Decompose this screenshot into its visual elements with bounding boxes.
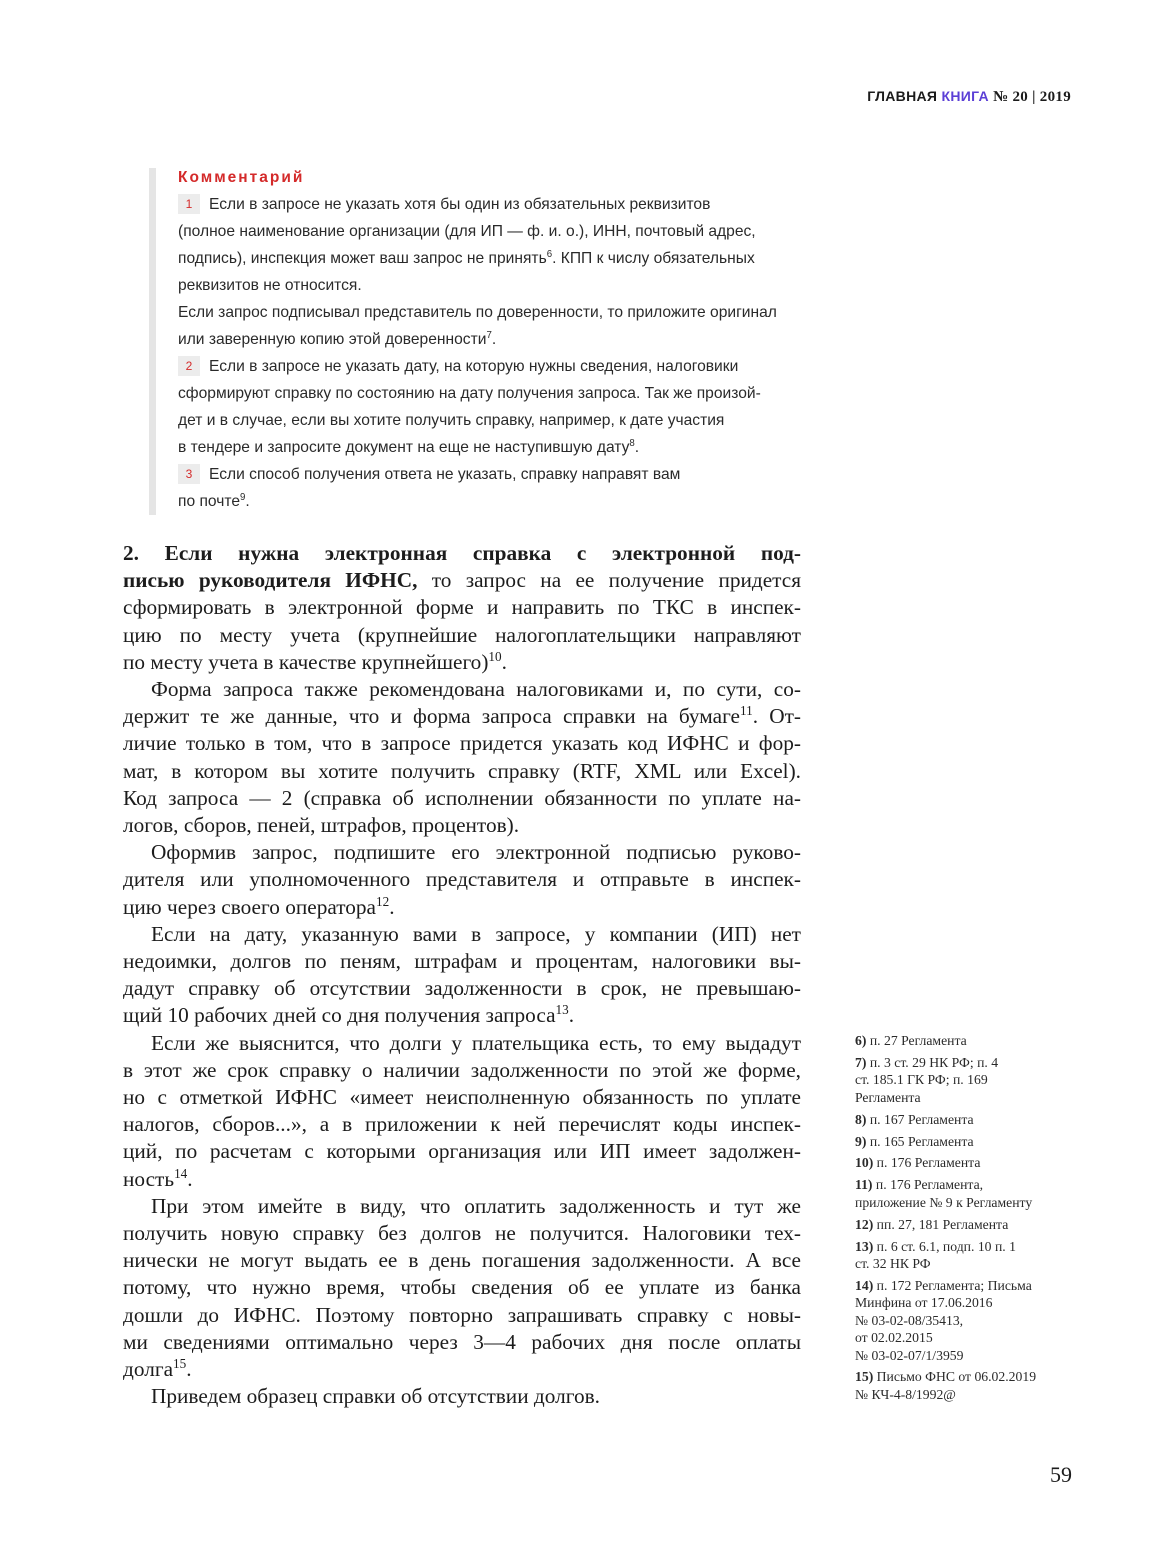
comment-item-number: 1	[178, 194, 200, 214]
footnote: 9) п. 165 Регламента	[855, 1133, 974, 1149]
paragraph-2: Форма запроса также рекомендована налоговиками и, по сути, со-	[151, 677, 801, 702]
footnote-ref: 15	[173, 1356, 187, 1371]
comment-line: 2 Если в запросе не указать дату, на которую нужны сведения, налоговики	[178, 353, 838, 380]
paragraph-7: Приведем образец справки об отсутствии долгов.	[151, 1384, 600, 1409]
paragraph-5: Если же выяснится, что долги у плательщика есть, то ему выдадут	[151, 1030, 801, 1055]
brand-glavnaya: ГЛАВНАЯ	[867, 88, 938, 104]
brand-kniga: КНИГА	[941, 88, 989, 104]
comment-item-number: 3	[178, 464, 200, 484]
running-header	[867, 88, 1071, 106]
comment-line: реквизитов не относится.	[178, 277, 362, 294]
footnote-ref: 10	[488, 648, 502, 664]
issue-info: № 20 | 2019	[993, 89, 1071, 105]
paragraph-3: Оформив запрос, подпишите его электронной подписью руково-	[151, 840, 801, 865]
comment-item-number: 2	[178, 356, 200, 376]
footnote-ref: 14	[174, 1165, 188, 1181]
footnotes-column	[855, 1032, 1077, 1408]
footnote-ref: 12	[376, 893, 390, 909]
footnote-ref: 6	[546, 248, 553, 260]
section-heading: 2. Если нужна электронная справка с электронной под-	[123, 541, 801, 565]
article-body: 2. Если нужна электронная справка с электронной под- писью руководителя ИФНС, то запрос на ее получение придется сформировать в электронной форме и направить по ТКС в инспек- цию по месту учета (крупнейшие налогоплательщики направляют по месту учета в качестве крупнейшего)$^{10}$. Форма запроса также рекомендована налоговиками и, по сути, со- держит те же данные, что и форма запроса справки на бумаге$^{11}$. От- личие только в том, что в запросе придется указать код ИФНС и фор- мат, в котором вы хотите получить справку (RTF, XML или Excel). Код запроса — 2 (справка об исполнении обязанности по уплате на- логов, сборов, пеней, штрафов, процентов). Оформив запрос, подпишите его электронной подписью руково- дителя или уполномоченного представителя и отправьте в инспек- цию через своего оператора$^{12}$. Если на дату, указанную вами в запросе, у компании (ИП) нет недоимки, долгов по пеням, штрафам и процентам, налоговики вы- дадут справку об отсутствии задолженности в срок, не превышаю- щий 10 рабочих дней со дня получения запроса$^{13}$. Если же выяснится, что долги у плательщика есть, то ему выдадут в этот же срок справку о наличии задолженности по этой же форме, но с отметкой ИФНС «имеет неисполненную обязанность по уплате налогов, сборов...», а в приложении к ней перечислят коды инспек- ций, по расчетам с которыми организация или ИП имеет задолжен- ность$^{14}$. При этом имейте в виду, что оплатить задолженность и тут же получить новую справку без долгов не получится. Налоговики тех- нически не могут выдать ее в день погашения задолженности. А все потому, что нужно время, чтобы сведения об ее уплате из банка дошли до ИФНС. Поэтому повторно запрашивать справку с новы- ми сведениями оптимально через 3—4 рабочих дня после оплаты долга$^{15}$. Приведем образец справки об отсутствии долгов.	[123, 540, 801, 1411]
paragraph-1: 2. Если нужна электронная справка с электронной под- писью руководителя ИФНС, то запрос на ее получение придется сформировать в электронной форме и направить по ТКС в инспек- цию по месту учета (крупнейшие налогоплательщики направляют по месту учета в качестве крупнейшего)$^{10}$.	[123, 541, 801, 674]
footnote-ref: 13	[555, 1002, 569, 1018]
comment-line: 1 Если в запросе не указать хотя бы один из обязательных реквизитов	[178, 191, 838, 218]
comment-line: подпись), инспекция может ваш запрос не принять$^6$. КПП к числу обязательных	[178, 248, 755, 267]
paragraph-6: При этом имейте в виду, что оплатить задолженность и тут же	[151, 1193, 801, 1218]
footnote: 10) п. 176 Регламента	[855, 1155, 981, 1171]
page-number: 59	[1050, 1462, 1072, 1487]
comment-line: или заверенную копию этой доверенности$^7$.	[178, 329, 497, 348]
footnote-ref: 8	[629, 437, 635, 449]
footnote: 6) п. 27 Регламента	[855, 1033, 967, 1048]
footnote: 14) п. 172 Регламента; Письма Минфина от 17.06.2016 № 03-02-08/35413, от 02.02.2015 № 03-02-07/1/3959	[855, 1277, 1032, 1363]
paragraph-4: Если на дату, указанную вами в запросе, у компании (ИП) нет	[151, 921, 801, 946]
comment-line: Если запрос подписывал представитель по доверенности, то приложите оригинал	[178, 304, 777, 321]
footnote: 13) п. 6 ст. 6.1, подп. 10 п. 1 ст. 32 НК РФ	[855, 1238, 1016, 1271]
footnote-ref: 11	[740, 703, 753, 719]
comment-box	[149, 168, 838, 515]
footnote: 11) п. 176 Регламента, приложение № 9 к Регламенту	[855, 1177, 1033, 1210]
comment-line: по почте$^9$.	[178, 491, 250, 510]
comment-line: 3 Если способ получения ответа не указать, справку направят вам	[178, 461, 838, 488]
footnote: 7) п. 3 ст. 29 НК РФ; п. 4 ст. 185.1 ГК РФ; п. 169 Регламента	[855, 1054, 999, 1105]
footnote: 15) Письмо ФНС от 06.02.2019 № КЧ-4-8/1992@	[855, 1369, 1037, 1402]
footnote-ref: 9	[240, 491, 246, 503]
comment-line: дет и в случае, если вы хотите получить справку, например, к дате участия	[178, 412, 725, 429]
footnote-ref: 7	[486, 329, 492, 341]
footnote: 12) пп. 27, 181 Регламента	[855, 1216, 1009, 1232]
comment-title: Комментарий	[178, 169, 305, 186]
comment-line: сформируют справку по состоянию на дату получения запроса. Так же произой-	[178, 385, 761, 402]
footnote: 8) п. 167 Регламента	[855, 1111, 974, 1127]
comment-line: (полное наименование организации (для ИП — ф. и. о.), ИНН, почтовый адрес,	[178, 223, 756, 240]
comment-line: в тендере и запросите документ на еще не наступившую дату$^8$.	[178, 437, 640, 456]
